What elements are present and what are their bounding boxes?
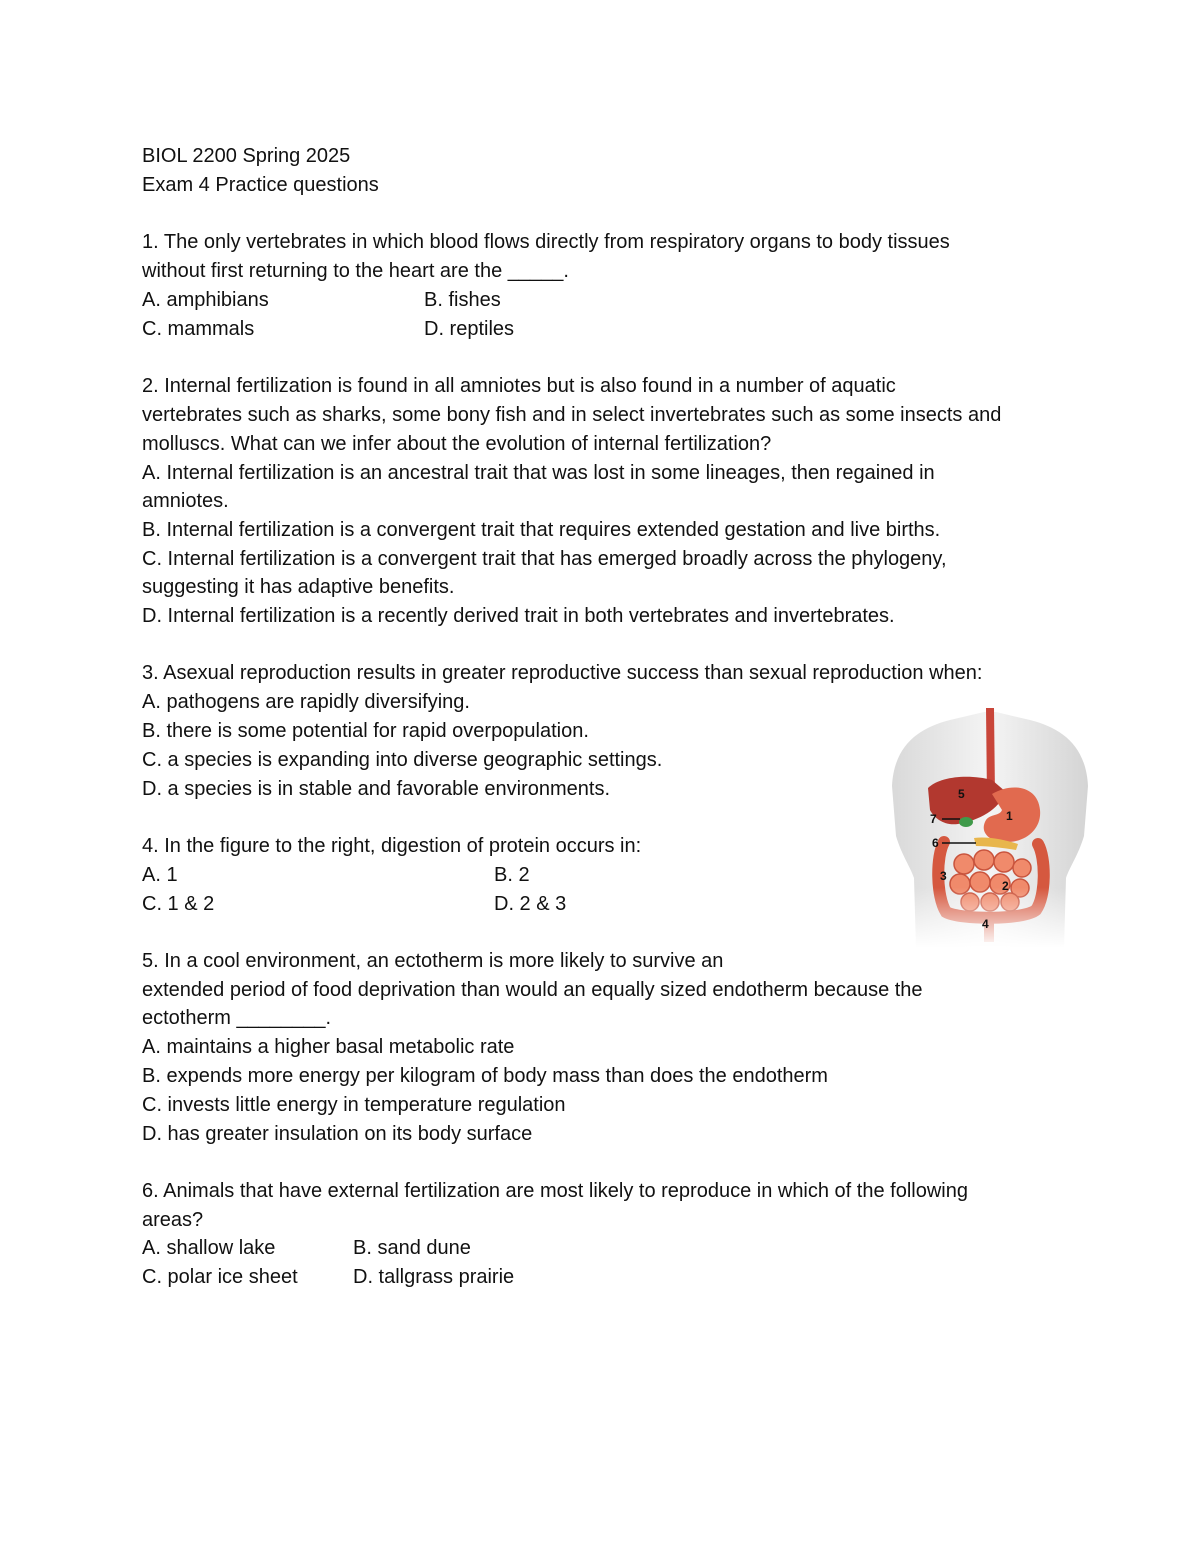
q1-choice-c: C. mammals bbox=[142, 318, 255, 340]
q3-choice-a: A. pathogens are rapidly diversifying. bbox=[142, 691, 470, 713]
q2-choice-c-line1: C. Internal fertilization is a convergent trait that has emerged broadly across the phylogeny, bbox=[142, 548, 947, 570]
q3-stem: 3. Asexual reproduction results in greater reproductive success than sexual reproduction when: bbox=[142, 662, 983, 684]
q2-choice-a-line1: A. Internal fertilization is an ancestral trait that was lost in some lineages, then regained in bbox=[142, 462, 935, 484]
q2-stem-line3: molluscs. What can we infer about the evolution of internal fertilization? bbox=[142, 433, 772, 455]
q4-choice-b: B. 2 bbox=[494, 864, 530, 886]
q3-choice-d: D. a species is in stable and favorable environments. bbox=[142, 778, 611, 800]
figure-fade bbox=[888, 706, 1092, 948]
q1-choice-row2 bbox=[142, 315, 515, 343]
q6-choice-d: D. tallgrass prairie bbox=[353, 1266, 515, 1288]
figure-label-6: 6 bbox=[932, 836, 939, 850]
exam-subtitle: Exam 4 Practice questions bbox=[142, 174, 379, 196]
q2-choice-a-line2: amniotes. bbox=[142, 490, 229, 512]
q2-stem-line2: vertebrates such as sharks, some bony fish and in select invertebrates such as some insects and bbox=[142, 404, 1002, 426]
q5-choice-a: A. maintains a higher basal metabolic rate bbox=[142, 1036, 515, 1058]
q6-choice-c: C. polar ice sheet bbox=[142, 1266, 298, 1288]
q4-choice-row2 bbox=[142, 890, 567, 918]
q1-stem-line1: 1. The only vertebrates in which blood flows directly from respiratory organs to body tissues bbox=[142, 231, 950, 253]
figure-label-5: 5 bbox=[958, 787, 965, 801]
q4-stem: 4. In the figure to the right, digestion of protein occurs in: bbox=[142, 835, 642, 857]
q4-choice-a: A. 1 bbox=[142, 864, 178, 886]
q3-choice-c: C. a species is expanding into diverse geographic settings. bbox=[142, 749, 663, 771]
q6-choice-b: B. sand dune bbox=[353, 1237, 471, 1259]
q2-choice-b: B. Internal fertilization is a convergent trait that requires extended gestation and live births. bbox=[142, 519, 941, 541]
q4-choice-d: D. 2 & 3 bbox=[494, 893, 567, 915]
q6-choice-row2 bbox=[142, 1263, 515, 1291]
course-title: BIOL 2200 Spring 2025 bbox=[142, 145, 351, 167]
q1-stem-line2: without first returning to the heart are the _____. bbox=[142, 260, 569, 282]
q1-choice-a: A. amphibians bbox=[142, 289, 269, 311]
q3-choice-b: B. there is some potential for rapid overpopulation. bbox=[142, 720, 589, 742]
q5-stem-line3: ectotherm ________. bbox=[142, 1007, 332, 1029]
q4-choice-row1 bbox=[142, 861, 530, 889]
figure-label-3: 3 bbox=[940, 869, 947, 883]
figure-label-1: 1 bbox=[1006, 809, 1013, 823]
q1-choice-row1 bbox=[142, 286, 501, 314]
q5-choice-d: D. has greater insulation on its body surface bbox=[142, 1123, 533, 1145]
q5-stem-line2: extended period of food deprivation than would an equally sized endotherm because the bbox=[142, 979, 923, 1001]
q2-choice-d: D. Internal fertilization is a recently derived trait in both vertebrates and invertebrates. bbox=[142, 605, 895, 627]
q5-choice-c: C. invests little energy in temperature regulation bbox=[142, 1094, 566, 1116]
q1-choice-b: B. fishes bbox=[424, 289, 501, 311]
q6-choice-row1 bbox=[142, 1234, 471, 1262]
figure-label-4: 4 bbox=[982, 917, 989, 931]
q4-choice-c: C. 1 & 2 bbox=[142, 893, 215, 915]
figure-label-2: 2 bbox=[1002, 879, 1009, 893]
q6-choice-a: A. shallow lake bbox=[142, 1237, 276, 1259]
q2-stem-line1: 2. Internal fertilization is found in all amniotes but is also found in a number of aquatic bbox=[142, 375, 896, 397]
q6-stem-line1: 6. Animals that have external fertilization are most likely to reproduce in which of the following bbox=[142, 1180, 968, 1202]
figure-label-7: 7 bbox=[930, 812, 937, 826]
q5-choice-b: B. expends more energy per kilogram of body mass than does the endotherm bbox=[142, 1065, 828, 1087]
q1-choice-d: D. reptiles bbox=[424, 318, 515, 340]
digestive-system-illustration bbox=[888, 706, 1092, 948]
q2-choice-c-line2: suggesting it has adaptive benefits. bbox=[142, 576, 455, 598]
digestive-system-figure bbox=[888, 706, 1092, 948]
q5-stem-line1: 5. In a cool environment, an ectotherm is more likely to survive an bbox=[142, 950, 724, 972]
q6-stem-line2: areas? bbox=[142, 1209, 204, 1231]
